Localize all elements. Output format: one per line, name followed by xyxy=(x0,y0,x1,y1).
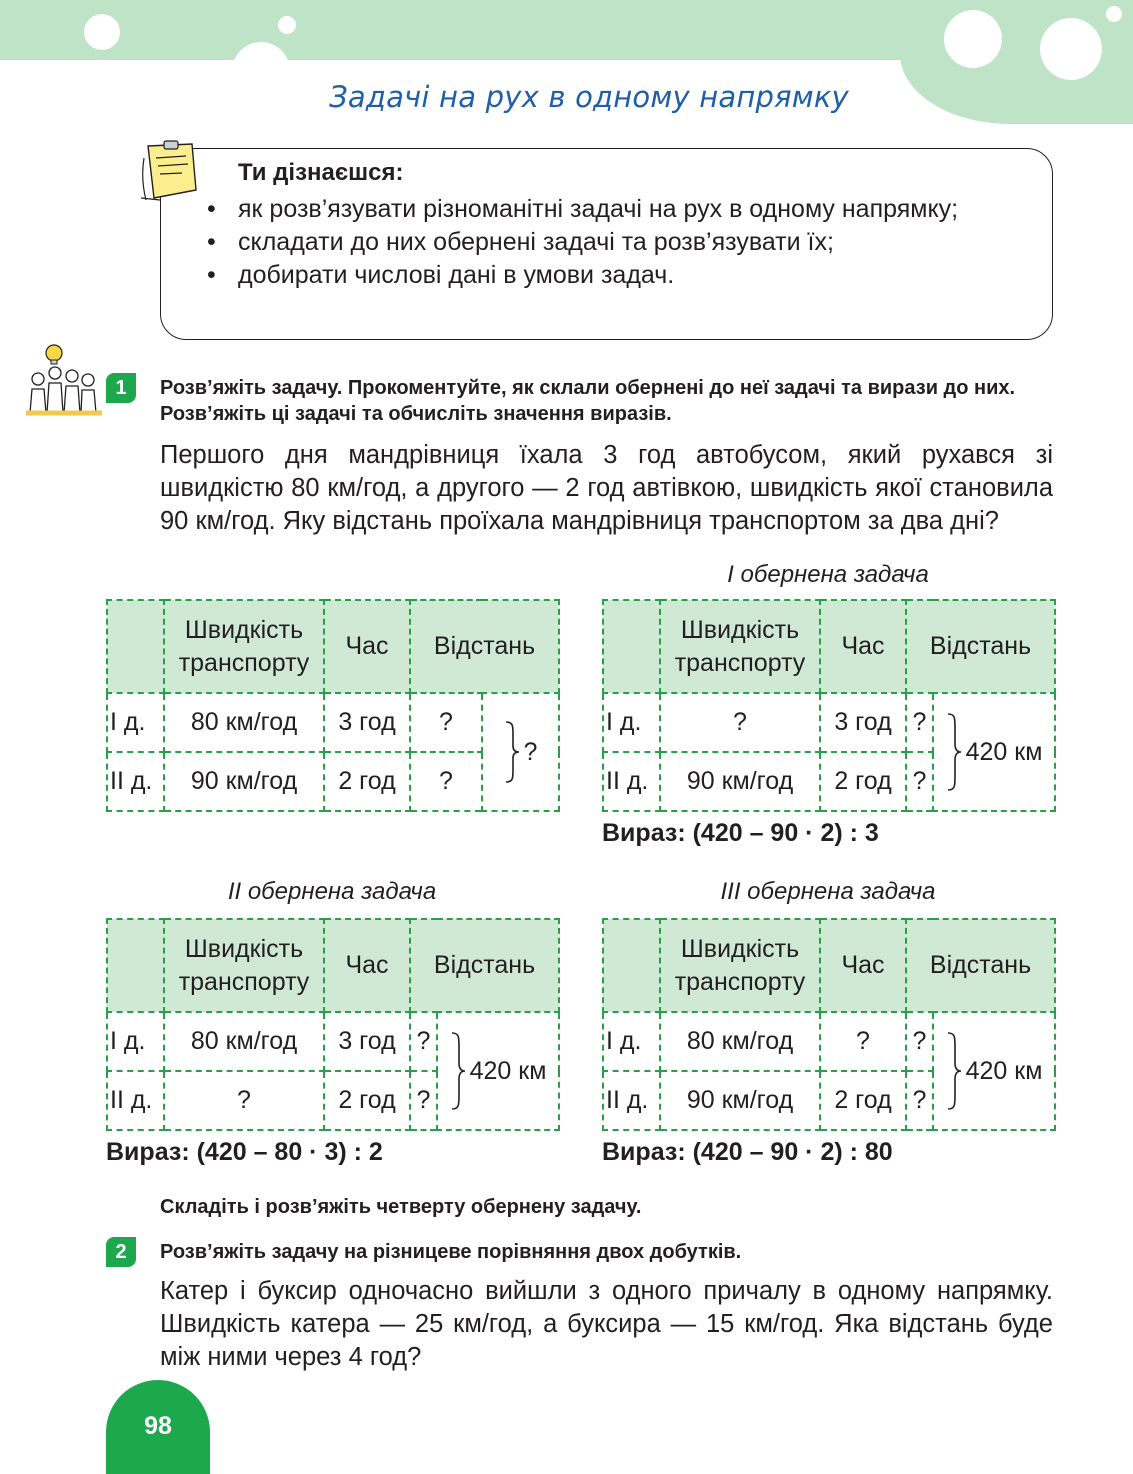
cell-time: 3 год xyxy=(820,693,906,752)
cell-distance: ? xyxy=(906,1071,933,1130)
header-time: Час xyxy=(324,600,410,693)
row-label: І д. xyxy=(107,693,164,752)
cell-time: ? xyxy=(820,1012,906,1071)
goal-item: • складати до них обернені задачі та розв’язувати їх; xyxy=(205,226,1032,259)
fourth-task-note: Складіть і розв’яжіть четверту обернену задачу. xyxy=(160,1196,642,1218)
table-caption: І обернена задача xyxy=(727,561,929,588)
table-corner-cell xyxy=(603,919,660,1012)
row-label: І д. xyxy=(603,693,660,752)
header-speed: Швидкість транспорту xyxy=(164,919,324,1012)
row-label: ІІ д. xyxy=(603,1071,660,1130)
header-speed: Швидкість транспорту xyxy=(660,919,820,1012)
cell-speed: 90 км/год xyxy=(660,1071,820,1130)
header-bubble xyxy=(278,16,296,34)
cell-time: 2 год xyxy=(324,1071,410,1130)
goals-box xyxy=(160,148,1053,340)
expression: Вираз: (420 – 90 · 2) : 3 xyxy=(602,819,879,847)
cell-distance: ? xyxy=(410,1071,437,1130)
task-instruction: Розв’яжіть задачу на різницеве порівняння двох добутків. xyxy=(160,1241,742,1263)
header-distance: Відстань xyxy=(410,919,559,1012)
brace-icon xyxy=(946,712,964,792)
cell-time: 2 год xyxy=(820,752,906,811)
cell-speed: 80 км/год xyxy=(164,693,324,752)
expression: Вираз: (420 – 80 · 3) : 2 xyxy=(106,1138,383,1166)
header-speed: Швидкість транспорту xyxy=(164,600,324,693)
motion-table-inverse-3 xyxy=(602,918,1056,1131)
cell-time: 3 год xyxy=(324,1012,410,1071)
table-corner-cell xyxy=(107,919,164,1012)
cell-distance: ? xyxy=(410,752,482,811)
header-bubble xyxy=(84,14,120,50)
brace-icon xyxy=(504,720,522,784)
cell-time: 3 год xyxy=(324,693,410,752)
cell-distance: ? xyxy=(906,693,933,752)
cell-distance: ? xyxy=(410,693,482,752)
total-cell xyxy=(933,693,1055,811)
header-speed: Швидкість транспорту xyxy=(660,600,820,693)
motion-table-inverse-2 xyxy=(106,918,560,1131)
table-caption: ІІІ обернена задача xyxy=(720,878,936,905)
table-corner-cell xyxy=(107,600,164,693)
header-time: Час xyxy=(820,600,906,693)
total-cell xyxy=(437,1012,559,1130)
cell-speed: ? xyxy=(164,1071,324,1130)
row-label: І д. xyxy=(107,1012,164,1071)
cell-speed: 90 км/год xyxy=(660,752,820,811)
table-corner-cell xyxy=(603,600,660,693)
note-icon xyxy=(140,140,200,204)
task-text: Першого дня мандрівниця їхала 3 год автобусом, який рухався зі швидкістю 80 км/год, а другого — 2 год автівкою, швидкість якої становила 90 км/год. Яку відстань проїхала мандрівниця транспортом за два дні? xyxy=(160,441,1053,535)
goal-item: • як розв’язувати різноманітні задачі на рух в одному напрямку; xyxy=(205,193,1032,226)
expression: Вираз: (420 – 90 · 2) : 80 xyxy=(602,1138,893,1166)
goal-item: • добирати числові дані в умови задач. xyxy=(205,259,1032,292)
motion-table-inverse-1 xyxy=(602,599,1056,812)
total-value: 420 км xyxy=(469,1056,547,1085)
total-value: 420 км xyxy=(965,737,1043,766)
motion-table-original xyxy=(106,599,560,812)
total-cell xyxy=(933,1012,1055,1130)
header-distance: Відстань xyxy=(906,919,1055,1012)
header-distance: Відстань xyxy=(906,600,1055,693)
table-caption: ІІ обернена задача xyxy=(227,878,437,905)
cell-distance: ? xyxy=(906,1012,933,1071)
row-label: ІІ д. xyxy=(603,752,660,811)
cell-speed: 80 км/год xyxy=(660,1012,820,1071)
header-bubble xyxy=(1040,18,1102,80)
brace-icon xyxy=(946,1031,964,1111)
cell-time: 2 год xyxy=(820,1071,906,1130)
task-text: Катер і буксир одночасно вийшли з одного причалу в одному напрямку. Швидкість катера — 25 км/год, а буксира — 15 км/год. Яка відстань буде між ними через 4 год? xyxy=(160,1277,1053,1371)
total-value: 420 км xyxy=(965,1056,1043,1085)
header-distance: Відстань xyxy=(410,600,559,693)
total-cell xyxy=(482,693,559,811)
lesson-title: Задачі на рух в одному напрямку xyxy=(329,80,849,114)
cell-time: 2 год xyxy=(324,752,410,811)
brace-icon xyxy=(450,1031,468,1111)
header-bubble xyxy=(944,10,1002,68)
task-number-badge: 1 xyxy=(106,373,136,403)
goals-heading: Ти дізнаєшся: xyxy=(238,159,404,186)
header-time: Час xyxy=(820,919,906,1012)
total-value: ? xyxy=(523,737,538,766)
cell-speed: 90 км/год xyxy=(164,752,324,811)
header-bubble xyxy=(1106,6,1122,22)
task-instruction: Розв’яжіть задачу. Прокоментуйте, як склали обернені до неї задачі та вирази до них. Розв’яжіть ці задачі та обчисліть значення виразів. xyxy=(160,377,1016,425)
idea-group-icon xyxy=(24,343,104,419)
task-number-badge: 2 xyxy=(106,1237,136,1267)
cell-speed: ? xyxy=(660,693,820,752)
cell-distance: ? xyxy=(906,752,933,811)
row-label: ІІ д. xyxy=(107,752,164,811)
row-label: ІІ д. xyxy=(107,1071,164,1130)
goals-list xyxy=(205,193,1032,292)
header-time: Час xyxy=(324,919,410,1012)
row-label: І д. xyxy=(603,1012,660,1071)
cell-speed: 80 км/год xyxy=(164,1012,324,1071)
page-number: 98 xyxy=(106,1380,210,1474)
cell-distance: ? xyxy=(410,1012,437,1071)
